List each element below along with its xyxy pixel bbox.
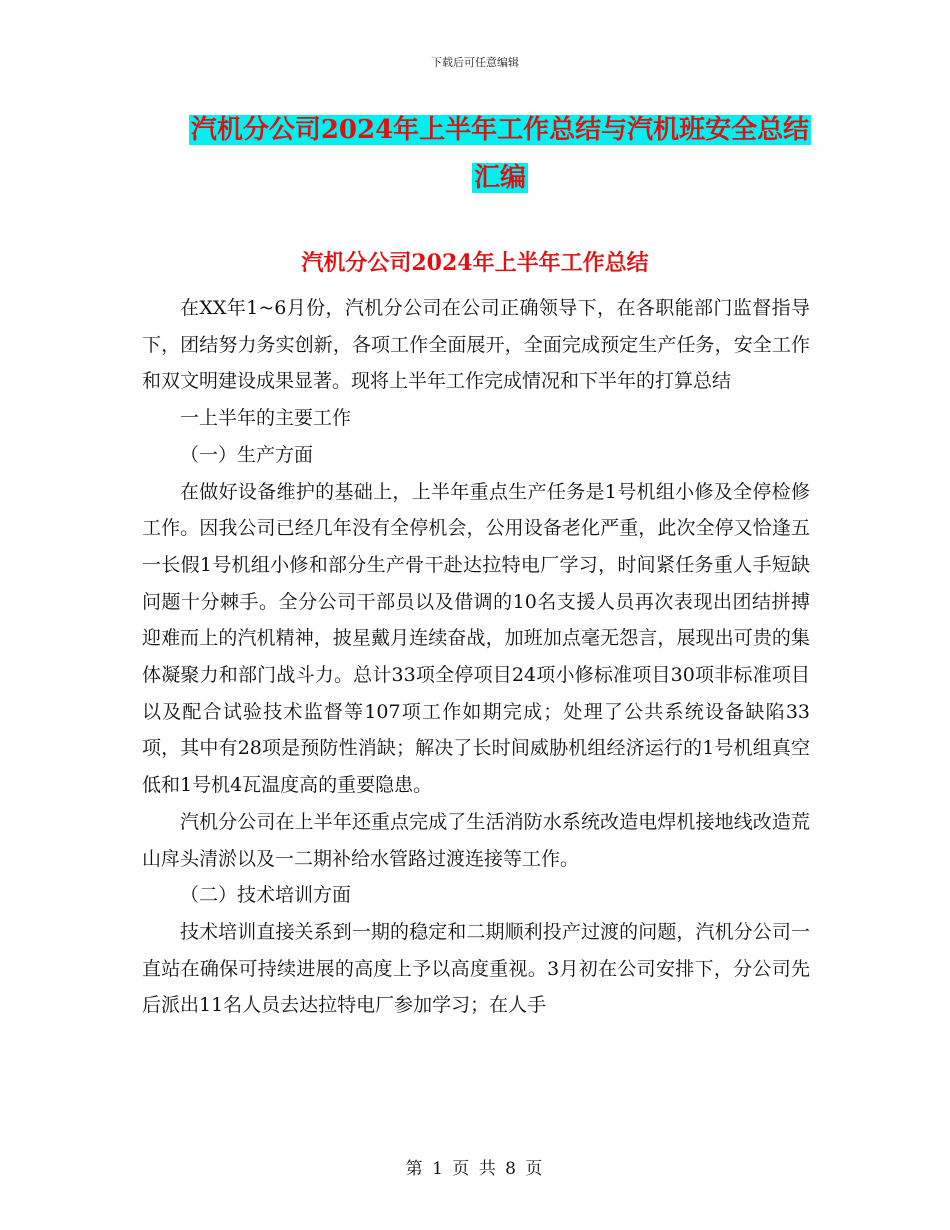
header-note: 下载后可任意编辑 xyxy=(431,56,519,69)
document-body xyxy=(142,290,810,1024)
heading-main-work: 一上半年的主要工作 xyxy=(180,407,352,430)
subheading-production: （一）生产方面 xyxy=(180,443,314,466)
document-title-line-2: 汇编 xyxy=(473,163,526,193)
paragraph: 汽机分公司在上半年还重点完成了生活消防水系统改造电焊机接地线改造荒山戽头清淤以及一二期补给水管路过渡连接等工作。 xyxy=(142,810,810,870)
section-title: 汽机分公司2024年上半年工作总结 xyxy=(301,250,649,276)
paragraph: 技术培训直接关系到一期的稳定和二期顺利投产过渡的问题，汽机分公司一直站在确保可持续进展的高度上予以高度重视。3月初在公司安排下，分公司先后派出11名人员去达拉特电厂参加学习；在人手 xyxy=(142,920,810,1017)
subheading-training: （二）技术培训方面 xyxy=(180,884,352,907)
page-number-footer: 第 1 页 共 8 页 xyxy=(405,1159,545,1179)
paragraph: 在做好设备维护的基础上，上半年重点生产任务是1号机组小修及全停检修工作。因我公司已经几年没有全停机会，公用设备老化严重，此次全停又恰逢五一长假1号机组小修和部分生产骨干赴达拉特电厂学习，时间紧任务重人手短缺问题十分棘手。全分公司干部员以及借调的10名支援人员再次表现出团结拼搏迎难而上的汽机精神，披星戴月连续奋战，加班加点毫无怨言，展现出可贵的集体凝聚力和部门战斗力。总计33项全停项目24项小修标准项目30项非标准项目以及配合试验技术监督等107项工作如期完成；处理了公共系统设备缺陷33项，其中有28项是预防性消缺；解决了长时间威胁机组经济运行的1号机组真空低和1号机4瓦温度高的重要隐患。 xyxy=(142,480,810,797)
document-title xyxy=(140,106,860,202)
paragraph: 在XX年1~6月份，汽机分公司在公司正确领导下，在各职能部门监督指导下，团结努力务实创新，各项工作全面展开，全面完成预定生产任务，安全工作和双文明建设成果显著。现将上半年工作完成情况和下半年的打算总结 xyxy=(142,297,810,393)
document-title-line-1: 汽机分公司2024年上半年工作总结与汽机班安全总结 xyxy=(190,115,810,145)
